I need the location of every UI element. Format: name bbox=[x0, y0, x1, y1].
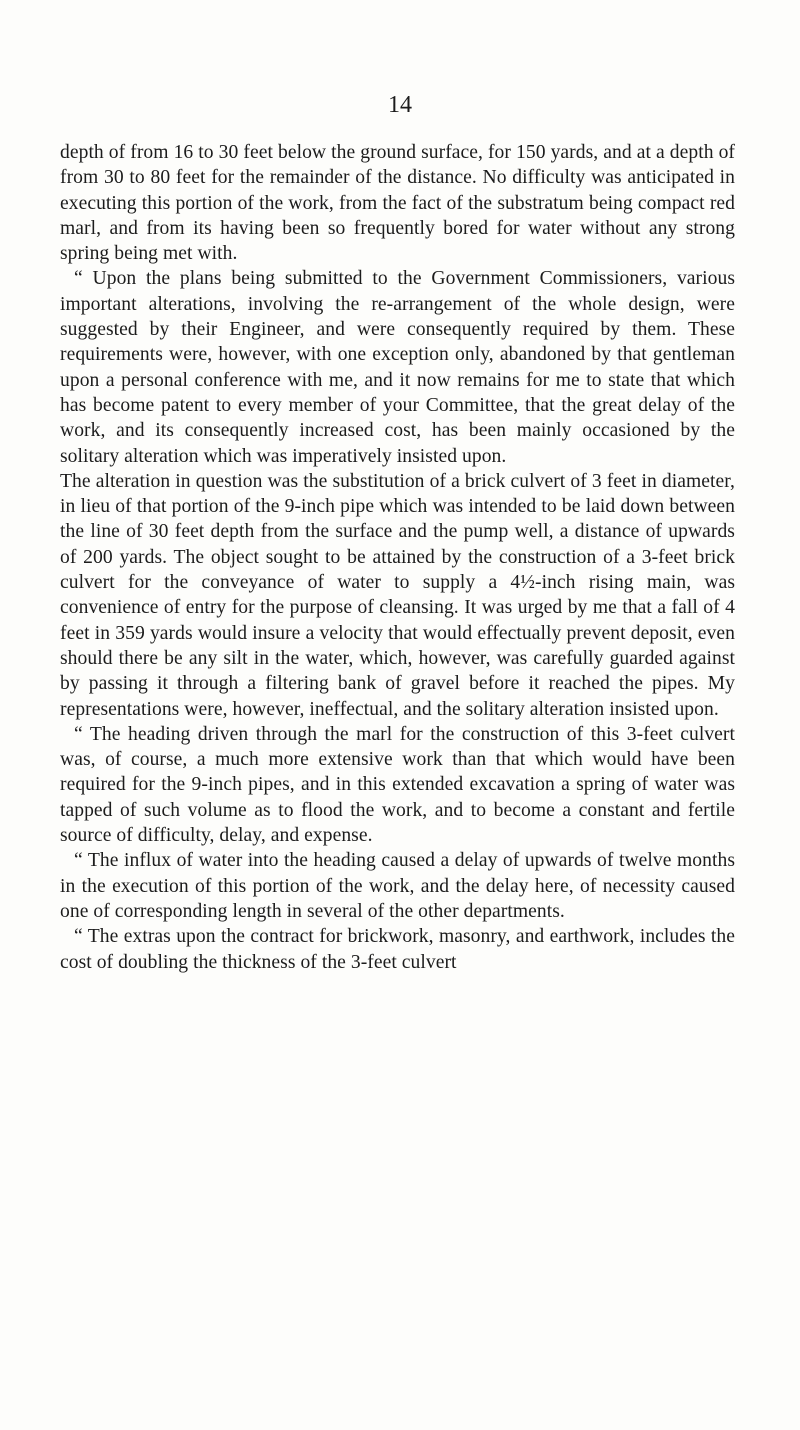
body-text bbox=[60, 140, 735, 975]
paragraph-3: The alteration in question was the substitution of a brick culvert of 3 feet in diameter, in lieu of that portion of the 9-inch pipe which was intended to be laid down between the line of 30 feet depth from the surface and the pump well, a distance of upwards of 200 yards. The object sought to be attained by the construction of a 3-feet brick culvert for the conveyance of water to supply a 4½-inch rising main, was convenience of entry for the purpose of cleansing. It was urged by me that a fall of 4 feet in 359 yards would insure a velocity that would effectually prevent deposit, even should there be any silt in the water, which, however, was carefully guarded against by passing it through a filtering bank of gravel before it reached the pipes. My representations were, however, ineffectual, and the solitary alteration insisted upon. bbox=[60, 470, 735, 720]
page-number: 14 bbox=[388, 92, 412, 118]
paragraph-5: “ The influx of water into the heading caused a delay of upwards of twelve months in the execution of this portion of the work, and the delay here, of necessity caused one of corresponding length in several of the other departments. bbox=[60, 850, 735, 922]
paragraph-6: “ The extras upon the contract for brickwork, masonry, and earthwork, includes the cost of doubling the thickness of the 3-feet culvert bbox=[60, 926, 735, 973]
paragraph-2: “ Upon the plans being submitted to the Government Commissioners, various important alterations, involving the re-arrangement of the whole design, were suggested by their Engineer, and were consequently required by them. These requirements were, however, with one exception only, abandoned by that gentleman upon a personal conference with me, and it now remains for me to state that which has become patent to every member of your Committee, that the great delay of the work, and its consequently increased cost, has been mainly occasioned by the solitary alteration which was imperatively insisted upon. bbox=[60, 268, 735, 467]
paragraph-1: depth of from 16 to 30 feet below the ground surface, for 150 yards, and at a depth of from 30 to 80 feet for the remainder of the distance. No difficulty was anticipated in executing this portion of the work, from the fact of the substratum being compact red marl, and from its having been so frequently bored for water without any strong spring being met with. bbox=[60, 142, 735, 265]
paragraph-4: “ The heading driven through the marl for the construction of this 3-feet culvert was, of course, a much more extensive work than that which would have been required for the 9-inch pipes, and in this extended excavation a spring of water was tapped of such volume as to flood the work, and to become a constant and fertile source of difficulty, delay, and expense. bbox=[60, 723, 735, 847]
